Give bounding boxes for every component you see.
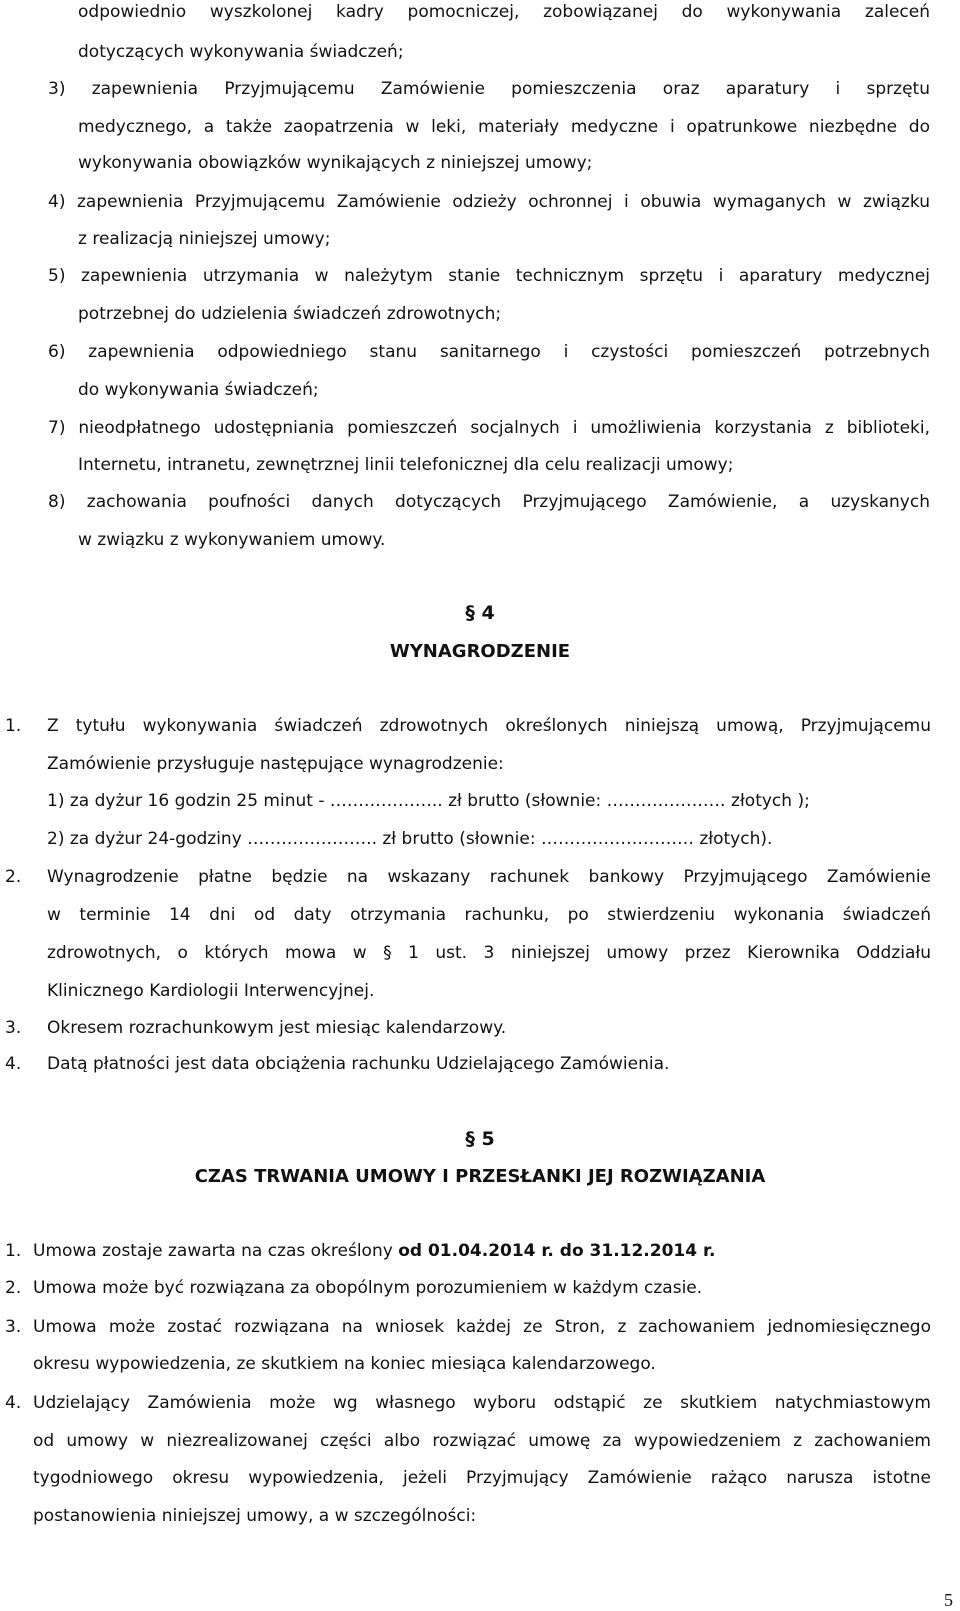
list-item-line: 4) zapewnienia Przyjmującemu Zamówienie odzieży ochronnej i obuwia wymaganych w związku	[48, 192, 930, 212]
paragraph-number: 3.	[5, 1018, 22, 1038]
list-item-line: medycznego, a także zaopatrzenia w leki, materiały medyczne i opatrunkowe niezbędne do	[78, 117, 930, 137]
paragraph-number: 4.	[5, 1393, 22, 1413]
paragraph-number: 2.	[5, 1278, 22, 1298]
section-number: § 5	[465, 1128, 495, 1150]
list-item-line: 7) nieodpłatnego udostępniania pomieszczeń socjalnych i umożliwienia korzystania z biblioteki,	[48, 418, 930, 438]
list-item-line: 8) zachowania poufności danych dotyczących Przyjmującego Zamówienie, a uzyskanych	[48, 492, 930, 512]
paragraph-line: tygodniowego okresu wypowiedzenia, jeżeli Przyjmujący Zamówienie rażąco narusza istotne	[33, 1468, 931, 1488]
paragraph-number: 1.	[5, 716, 22, 736]
section-title: CZAS TRWANIA UMOWY I PRZESŁANKI JEJ ROZWIĄZANIA	[194, 1166, 766, 1187]
list-item-line: do wykonywania świadczeń;	[78, 380, 319, 400]
list-item-line: Internetu, intranetu, zewnętrznej linii telefonicznej dla celu realizacji umowy;	[78, 455, 734, 475]
page-number: 5	[944, 1590, 953, 1610]
paragraph-line: Z tytułu wykonywania świadczeń zdrowotnych określonych niniejszą umową, Przyjmującemu	[47, 716, 931, 736]
paragraph-line: Okresem rozrachunkowym jest miesiąc kalendarzowy.	[47, 1018, 507, 1038]
list-item-line: w związku z wykonywaniem umowy.	[78, 530, 386, 550]
payment-item: 1) za dyżur 16 godzin 25 minut - ……………….. zł brutto (słownie: ………………… złotych );	[47, 791, 810, 811]
contract-period: od 01.04.2014 r. do 31.12.2014 r.	[398, 1241, 716, 1261]
paragraph-line: w terminie 14 dni od daty otrzymania rachunku, po stwierdzeniu wykonania świadczeń	[47, 905, 931, 925]
list-item-line: wykonywania obowiązków wynikających z niniejszej umowy;	[78, 153, 593, 173]
paragraph-line: Udzielający Zamówienia może wg własnego wyboru odstąpić ze skutkiem natychmiastowym	[33, 1393, 931, 1413]
list-item-line: dotyczących wykonywania świadczeń;	[78, 42, 404, 62]
section-title: WYNAGRODZENIE	[389, 641, 571, 662]
list-item-line: z realizacją niniejszej umowy;	[78, 229, 331, 249]
paragraph-number: 4.	[5, 1054, 22, 1074]
paragraph-text: Umowa zostaje zawarta na czas określony	[33, 1241, 399, 1261]
paragraph-line: Klinicznego Kardiologii Interwencyjnej.	[47, 981, 375, 1001]
paragraph-line	[33, 1241, 715, 1261]
section-number: § 4	[465, 602, 495, 624]
list-item-line: potrzebnej do udzielenia świadczeń zdrowotnych;	[78, 304, 502, 324]
paragraph-line: postanowienia niniejszej umowy, a w szczególności:	[33, 1506, 477, 1526]
paragraph-line: Umowa może być rozwiązana za obopólnym porozumieniem w każdym czasie.	[33, 1278, 703, 1298]
list-item-line: 6) zapewnienia odpowiedniego stanu sanitarnego i czystości pomieszczeń potrzebnych	[48, 342, 930, 362]
payment-item: 2) za dyżur 24-godziny ………………….. zł brutto (słownie: ……………………… złotych).	[47, 829, 773, 849]
list-item-line: 3) zapewnienia Przyjmującemu Zamówienie pomieszczenia oraz aparatury i sprzętu	[48, 79, 930, 99]
paragraph-number: 2.	[5, 867, 22, 887]
paragraph-line: Datą płatności jest data obciążenia rachunku Udzielającego Zamówienia.	[47, 1054, 670, 1074]
paragraph-line: okresu wypowiedzenia, ze skutkiem na koniec miesiąca kalendarzowego.	[33, 1354, 656, 1374]
paragraph-number: 1.	[5, 1241, 22, 1261]
paragraph-line: zdrowotnych, o których mowa w § 1 ust. 3 niniejszej umowy przez Kierownika Oddziału	[47, 943, 931, 963]
paragraph-line: od umowy w niezrealizowanej części albo rozwiązać umowę za wypowiedzeniem z zachowaniem	[33, 1431, 931, 1451]
paragraph-line: Wynagrodzenie płatne będzie na wskazany rachunek bankowy Przyjmującego Zamówienie	[47, 867, 931, 887]
paragraph-line: Umowa może zostać rozwiązana na wniosek każdej ze Stron, z zachowaniem jednomiesięcznego	[33, 1317, 931, 1337]
list-item-line: odpowiednio wyszkolonej kadry pomocniczej, zobowiązanej do wykonywania zaleceń	[78, 2, 930, 22]
list-item-line: 5) zapewnienia utrzymania w należytym stanie technicznym sprzętu i aparatury medycznej	[48, 266, 930, 286]
paragraph-line: Zamówienie przysługuje następujące wynagrodzenie:	[47, 754, 504, 774]
paragraph-number: 3.	[5, 1317, 22, 1337]
